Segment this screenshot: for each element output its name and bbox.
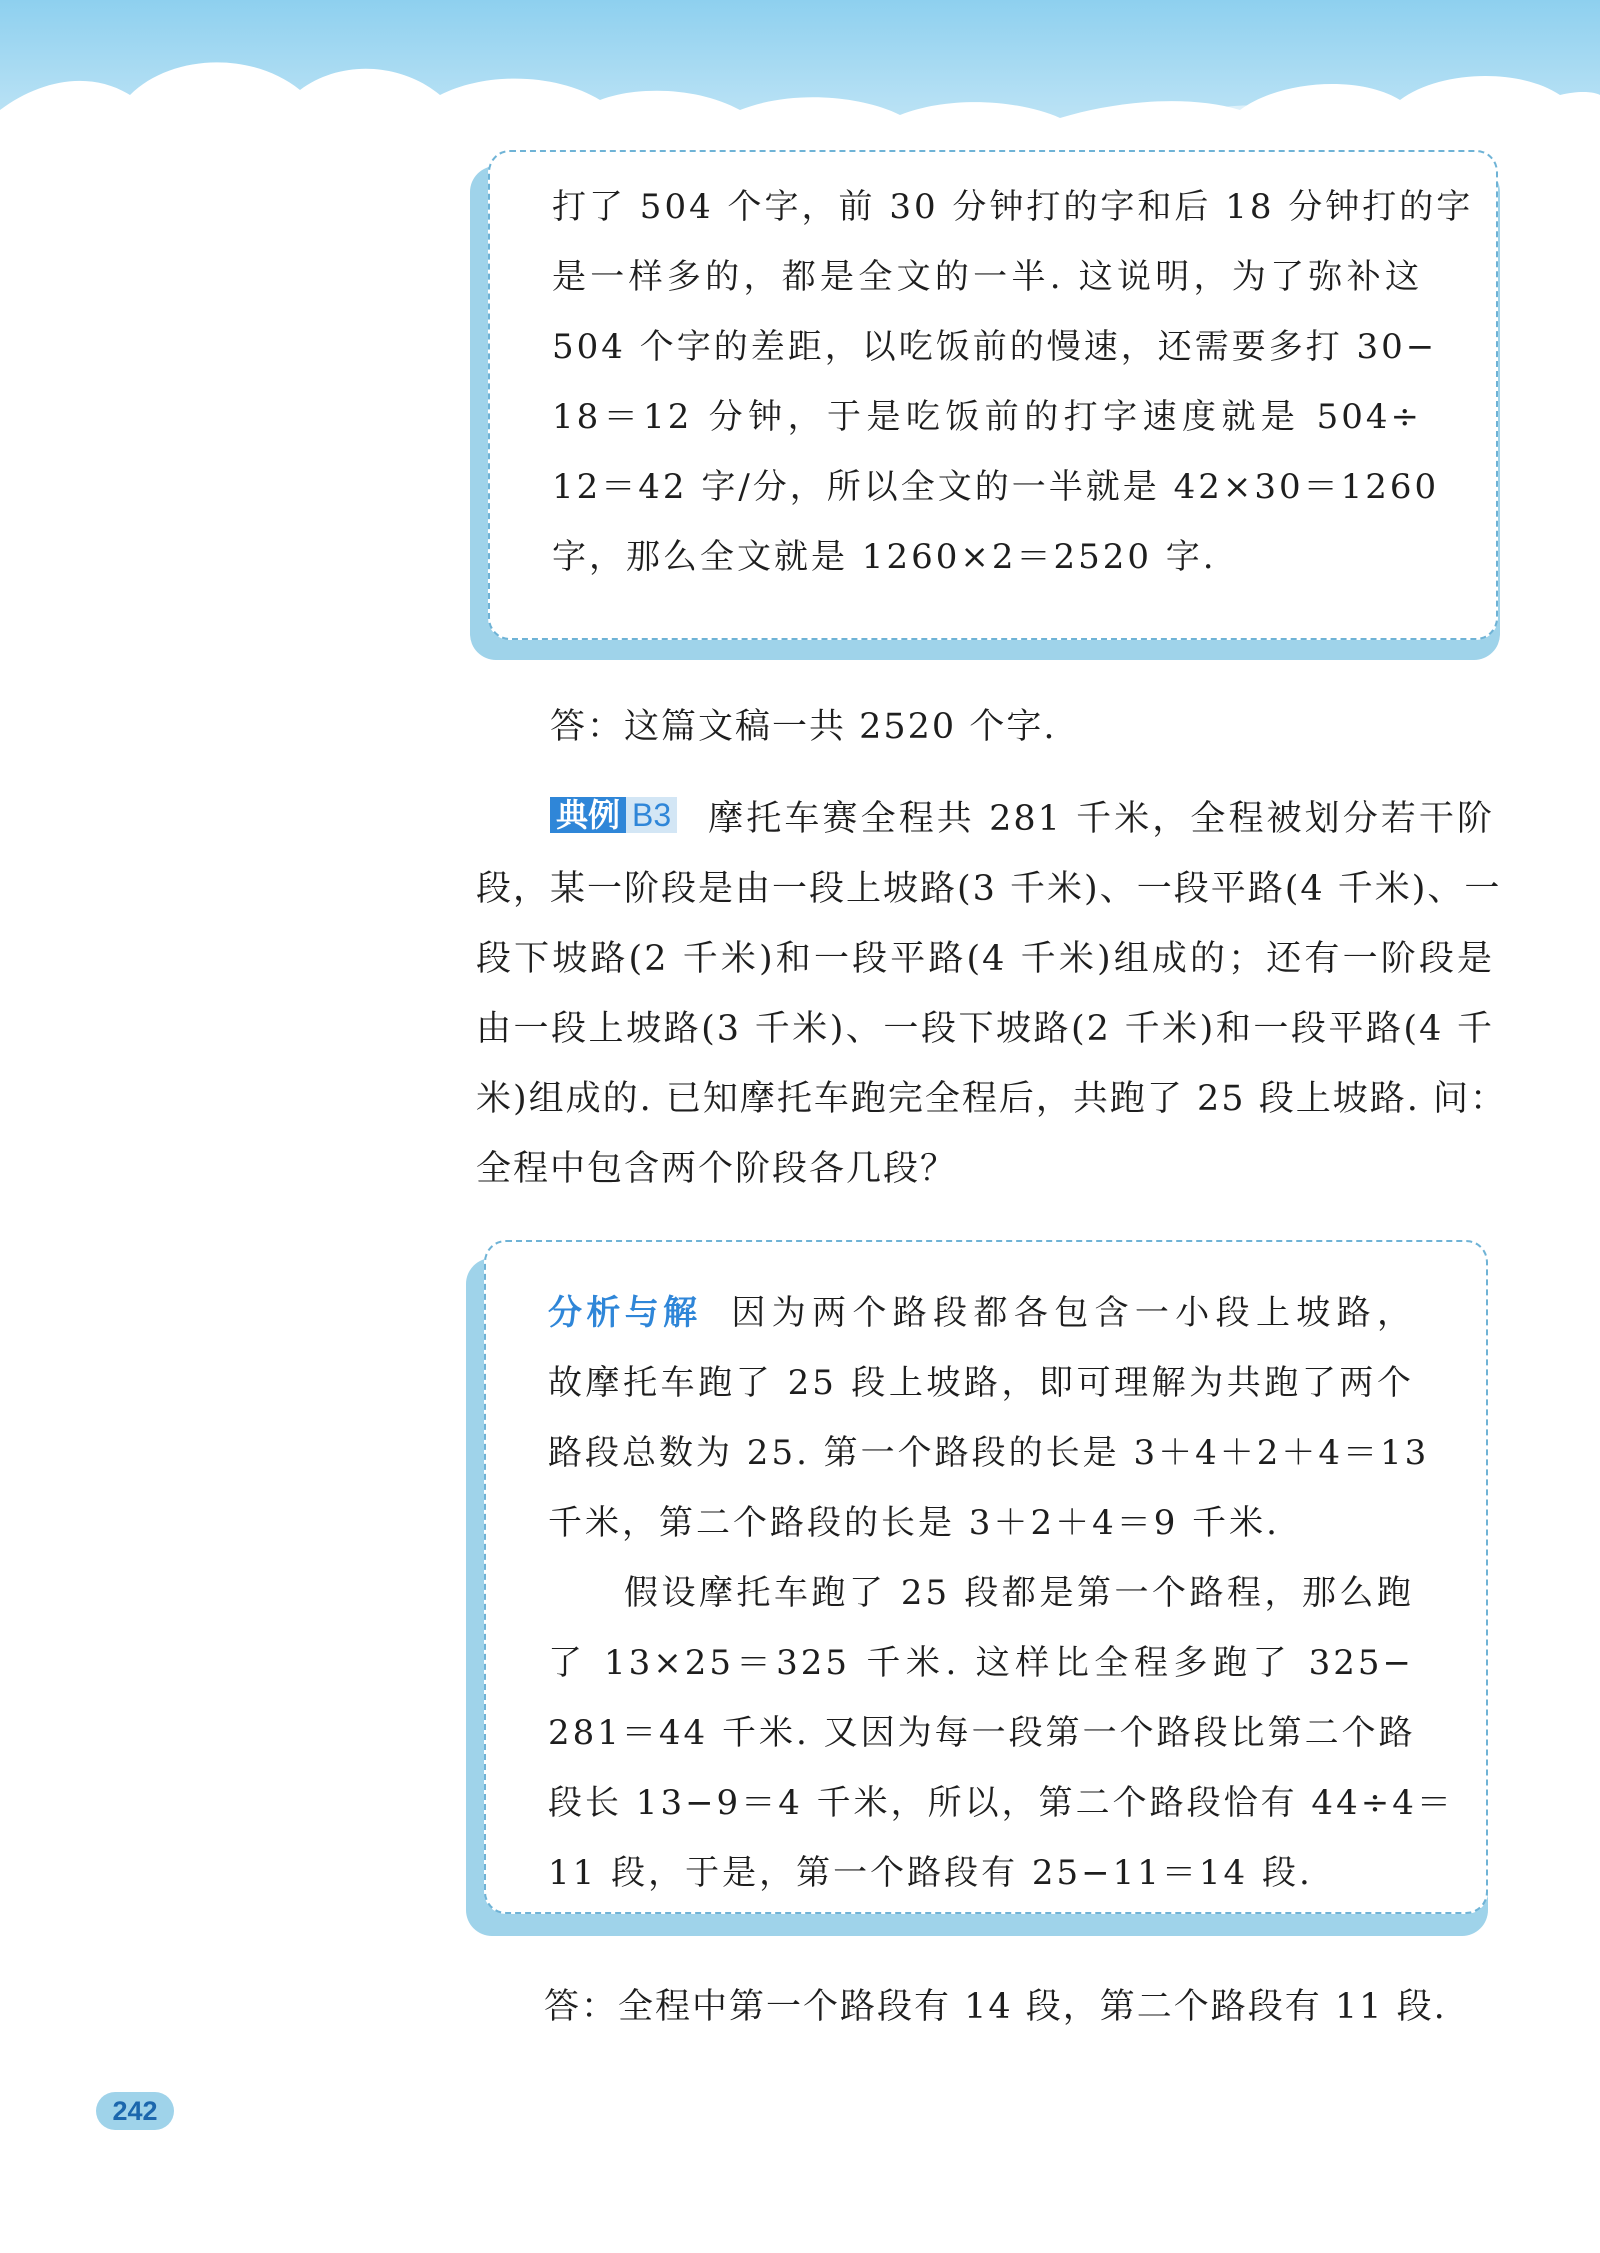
- analysis-para2-first: 假设摩托车跑了 25 段都是第一个路程，那么跑: [624, 1573, 1414, 1613]
- analysis-first-line: [548, 1278, 1414, 1348]
- page-number: 242: [96, 2092, 174, 2130]
- example-badge-code: B3: [626, 797, 677, 833]
- answer-2: 答：全程中第一个路段有 14 段，第二个路段有 11 段.: [544, 1987, 1447, 2027]
- answer-1: 答：这篇文稿一共 2520 个字.: [550, 707, 1057, 747]
- example-line: 米)组成的. 已知摩托车跑完全程后，共跑了 25 段上坡路. 问：: [476, 1079, 1507, 1119]
- box1-line: 打了 504 个字，前 30 分钟打的字和后 18 分钟打的字: [552, 187, 1474, 227]
- example-line: 段下坡路(2 千米)和一段平路(4 千米)组成的；还有一阶段是: [476, 939, 1494, 979]
- example-text: 摩托车赛全程共 281 千米，全程被划分若干阶: [707, 799, 1494, 839]
- analysis-line: 故摩托车跑了 25 段上坡路，即可理解为共跑了两个: [548, 1363, 1414, 1403]
- cloud-header-decoration: [0, 0, 1600, 140]
- example-badge: [550, 795, 677, 835]
- analysis-para2-line: 281＝44 千米. 又因为每一段第一个路段比第二个路: [548, 1713, 1416, 1753]
- box1-line: 是一样多的，都是全文的一半. 这说明，为了弥补这: [552, 257, 1422, 297]
- analysis-text: 因为两个路段都各包含一小段上坡路，: [731, 1293, 1415, 1333]
- example-first-line: [476, 784, 1494, 854]
- box1-line: 504 个字的差距，以吃饭前的慢速，还需要多打 30−: [552, 327, 1438, 367]
- example-line: 由一段上坡路(3 千米)、一段下坡路(2 千米)和一段平路(4 千: [476, 1009, 1494, 1049]
- solution-box-1: [470, 150, 1500, 660]
- example-problem: [476, 784, 1507, 1204]
- analysis-para2-line: 段长 13−9＝4 千米，所以，第二个路段恰有 44÷4＝: [548, 1783, 1454, 1823]
- box1-line: 18＝12 分钟，于是吃饭前的打字速度就是 504÷: [552, 397, 1422, 437]
- analysis-line: 千米，第二个路段的长是 3＋2＋4＝9 千米.: [548, 1503, 1280, 1543]
- example-line: 全程中包含两个阶段各几段？: [476, 1149, 958, 1189]
- example-badge-label: 典例: [550, 797, 626, 833]
- example-line: 段，某一阶段是由一段上坡路(3 千米)、一段平路(4 千米)、一: [476, 869, 1502, 909]
- analysis-label: 分析与解: [548, 1294, 702, 1332]
- solution-box-2: [466, 1240, 1496, 1936]
- analysis-para2-line: 11 段，于是，第一个路段有 25−11＝14 段.: [548, 1853, 1313, 1893]
- box1-line: 12＝42 字/分，所以全文的一半就是 42×30＝1260: [552, 467, 1440, 507]
- box1-line: 字，那么全文就是 1260×2＝2520 字.: [552, 537, 1217, 577]
- analysis-para2-line: 了 13×25＝325 千米. 这样比全程多跑了 325−: [548, 1643, 1414, 1683]
- analysis-line: 路段总数为 25. 第一个路段的长是 3＋4＋2＋4＝13: [548, 1433, 1430, 1473]
